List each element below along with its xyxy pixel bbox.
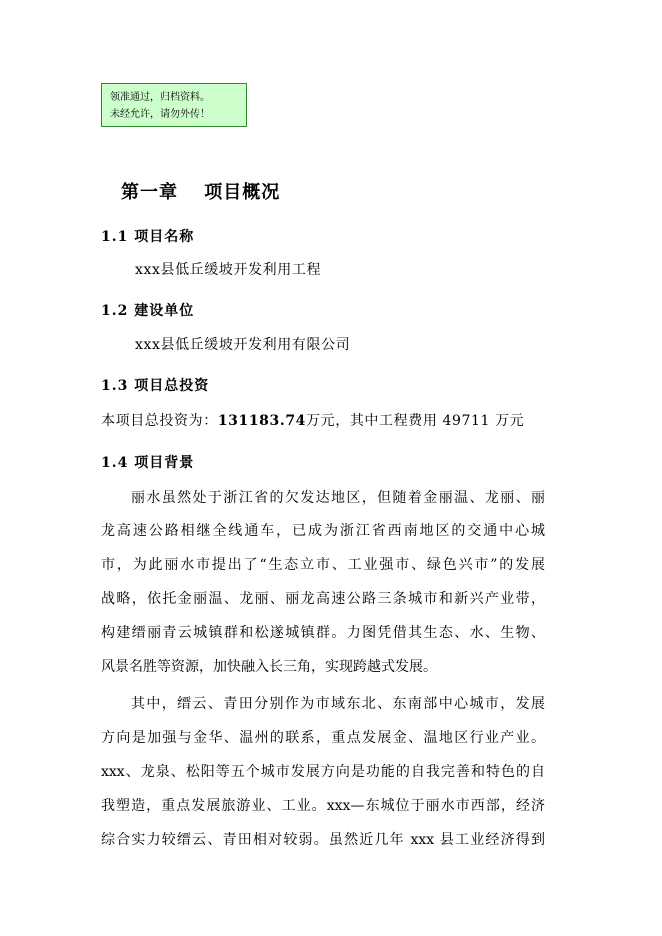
investment-prefix: 本项目总投资为： [101, 413, 218, 429]
investment-suffix: 万元，其中工程费用 49711 万元 [306, 413, 525, 429]
section-heading-1-3: 1.3 项目总投资 [101, 378, 210, 394]
project-name-text: xxx县低丘缓坡开发利用工程 [135, 262, 322, 278]
background-p2-line-4: 我塑造，重点发展旅游业、工业。xxx—东城位于丽水市西部，经济 [101, 798, 545, 814]
confidential-stamp [101, 83, 247, 127]
construction-unit-text: xxx县低丘缓坡开发利用有限公司 [135, 337, 351, 353]
background-p1-line-5: 构建缙丽青云城镇群和松遂城镇群。力图凭借其生态、水、生物、 [101, 625, 545, 641]
section-heading-1-4: 1.4 项目背景 [101, 455, 195, 471]
chapter-title: 第一章 项目概况 [121, 182, 281, 203]
investment-text [101, 410, 524, 430]
background-p1-line-2: 龙高速公路相继全线通车，已成为浙江省西南地区的交通中心城 [101, 523, 545, 539]
background-p2-line-5: 综合实力较缙云、青田相对较弱。虽然近几年 xxx 县工业经济得到 [101, 832, 545, 848]
background-p1-line-4: 战略，依托金丽温、龙丽、丽龙高速公路三条城市和新兴产业带， [101, 591, 545, 607]
section-heading-1-2: 1.2 建设单位 [101, 303, 195, 319]
investment-amount: 131183.74 [217, 413, 307, 429]
section-heading-1-1: 1.1 项目名称 [101, 229, 195, 245]
background-p1-line-3: 市，为此丽水市提出了“生态立市、工业强市、绿色兴市”的发展 [101, 557, 545, 573]
stamp-line-2: 未经允许，请勿外传！ [110, 109, 210, 120]
background-p1-line-1: 丽水虽然处于浙江省的欠发达地区，但随着金丽温、龙丽、丽 [131, 490, 545, 506]
background-p2-line-3: xxx、龙泉、松阳等五个城市发展方向是功能的自我完善和特色的自 [101, 764, 545, 780]
background-p1-line-6: 风景名胜等资源，加快融入长三角，实现跨越式发展。 [101, 659, 437, 675]
background-p2-line-1: 其中，缙云、青田分别作为市域东北、东南部中心城市，发展 [131, 696, 545, 712]
stamp-line-1: 领准通过，归档资料。 [110, 92, 210, 103]
background-p2-line-2: 方向是加强与金华、温州的联系，重点发展金、温地区行业产业。 [101, 730, 545, 746]
